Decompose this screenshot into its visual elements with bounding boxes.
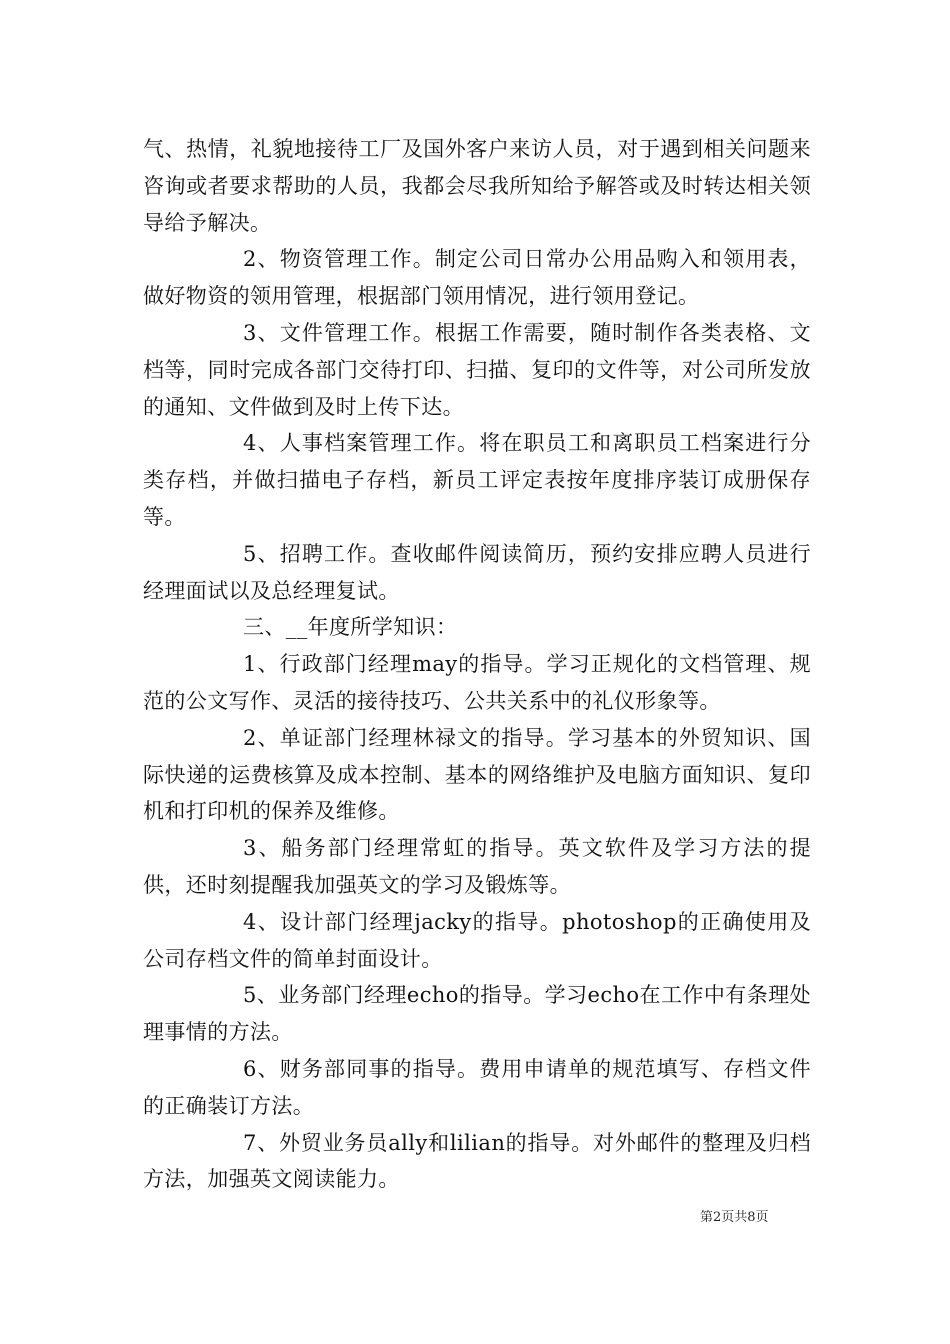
page-number-footer: 第2页共8页: [700, 1210, 769, 1225]
paragraph-admin-manager: 1、行政部门经理may的指导。学习正规化的文档管理、规范的公文写作、灵活的接待技巧、公共关系中的礼仪形象等。: [143, 652, 811, 713]
paragraph-material-management: 2、物资管理工作。制定公司日常办公用品购入和领用表，做好物资的领用管理，根据部门领用情况，进行领用登记。: [143, 247, 811, 309]
paragraph-continuation: 气、热情，礼貌地接待工厂及国外客户来访人员，对于遇到相关问题来咨询或者要求帮助的人员，我都会尽我所知给予解答或及时转达相关领导给予解决。: [143, 137, 811, 235]
document-body: [143, 131, 811, 1198]
paragraph-finance-colleagues: 6、财务部同事的指导。费用申请单的规范填写、存档文件的正确装订方法。: [143, 1056, 811, 1118]
paragraph-documentation-manager: 2、单证部门经理林禄文的指导。学习基本的外贸知识、国际快递的运费核算及成本控制、基本的网络维护及电脑方面知识、复印机和打印机的保养及维修。: [143, 725, 811, 824]
section-heading-knowledge: 三、__年度所学知识：: [243, 615, 458, 640]
paragraph-business-manager: 5、业务部门经理echo的指导。学习echo在工作中有条理处理事情的方法。: [143, 983, 811, 1045]
paragraph-design-manager: 4、设计部门经理jacky的指导。photoshop的正确使用及公司存档文件的简单封面设计。: [143, 909, 811, 971]
paragraph-trade-staff: 7、外贸业务员ally和lilian的指导。对外邮件的整理及归档方法，加强英文阅读能力。: [143, 1130, 811, 1192]
paragraph-shipping-manager: 3、船务部门经理常虹的指导。英文软件及学习方法的提供，还时刻提醒我加强英文的学习及锻炼等。: [143, 836, 811, 897]
paragraph-recruitment: 5、招聘工作。查收邮件阅读简历，预约安排应聘人员进行经理面试以及总经理复试。: [143, 541, 811, 603]
paragraph-personnel-archives: 4、人事档案管理工作。将在职员工和离职员工档案进行分类存档，并做扫描电子存档，新员工评定表按年度排序装订成册保存等。: [143, 431, 811, 529]
paragraph-file-management: 3、文件管理工作。根据工作需要，随时制作各类表格、文档等，同时完成各部门交待打印、扫描、复印的文件等，对公司所发放的通知、文件做到及时上传下达。: [143, 320, 811, 419]
